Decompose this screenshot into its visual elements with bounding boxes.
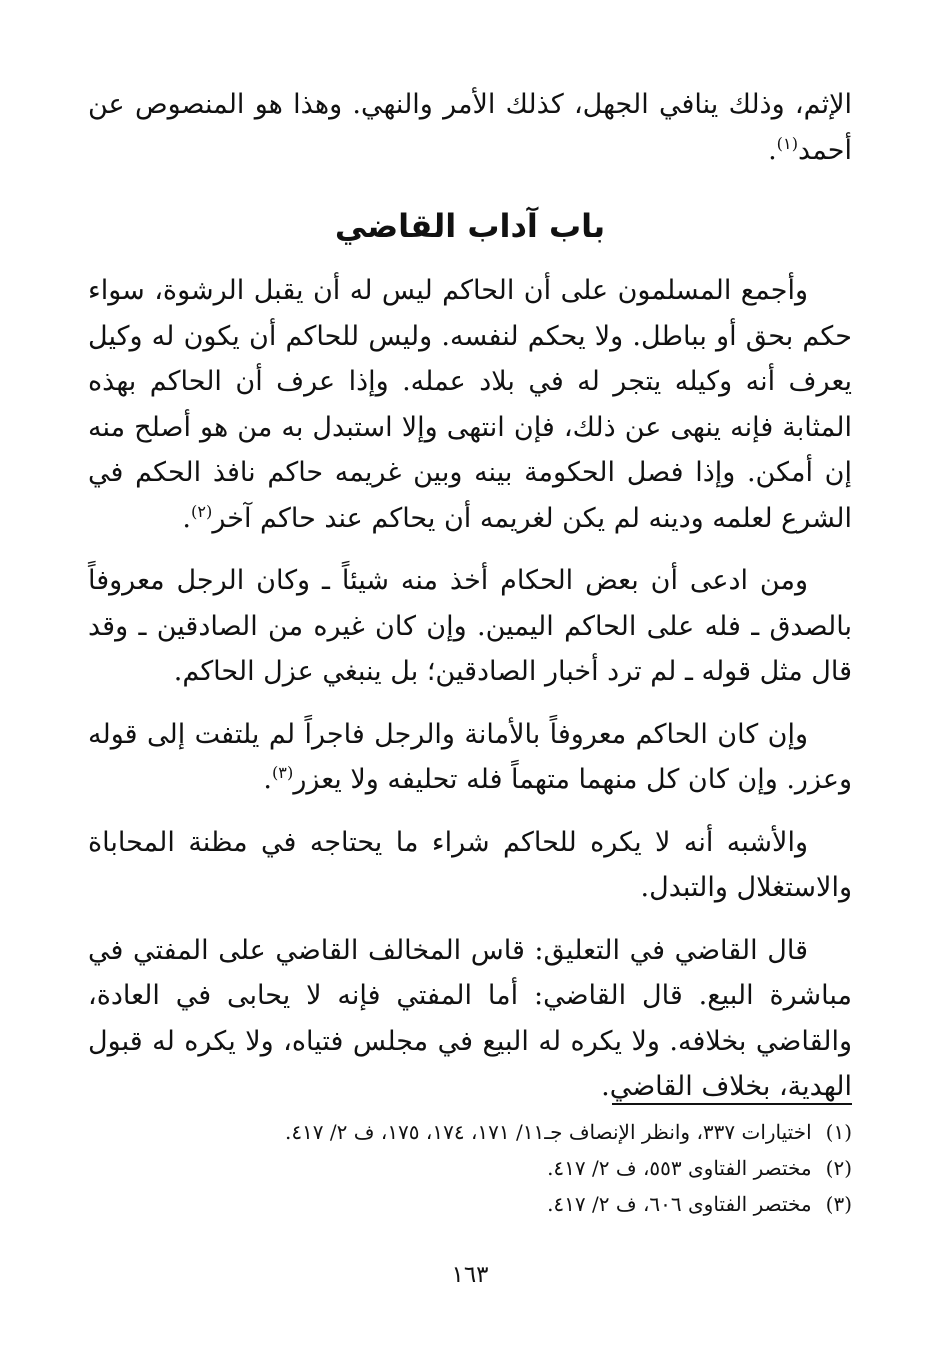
chapter-heading: باب آداب القاضي: [334, 207, 606, 245]
paragraph-text: الإثم، وذلك ينافي الجهل، كذلك الأمر والنهي. وهذا هو المنصوص عن أحمد: [88, 89, 852, 166]
paragraph: [88, 928, 852, 1110]
footnotes: [88, 1114, 852, 1222]
footnote-number: (١): [825, 1120, 852, 1144]
footnote-number: (٣): [825, 1192, 852, 1216]
paragraph: [88, 558, 852, 695]
continuation-paragraph: [88, 82, 852, 173]
paragraph-end: .: [182, 502, 191, 534]
footnote-ref: (١): [776, 133, 799, 153]
body-text: [88, 268, 852, 1127]
paragraph: [88, 268, 852, 541]
footnote-ref: (٣): [271, 763, 294, 782]
paragraph-text: والأشبه أنه لا يكره للحاكم شراء ما يحتاجه في مظنة المحاباة والاستغلال والتبدل.: [88, 826, 852, 903]
footnote-number: (٢): [825, 1156, 852, 1180]
paragraph-text: ومن ادعى أن بعض الحكام أخذ منه شيئاً ـ وكان الرجل معروفاً بالصدق ـ فله على الحاكم اليمين. وإن كان غيره من الصادقين ـ وقد قال مثل قوله ـ لم ترد أخبار الصادقين؛ بل ينبغي عزل الحاكم.: [88, 565, 852, 687]
paragraph-text: وإن كان الحاكم معروفاً بالأمانة والرجل فاجراً لم يلتفت إلى قوله وعزر. وإن كان كل منهما متهماً فله تحليفه ولا يعزر: [88, 718, 852, 795]
footnote-item: [88, 1114, 852, 1150]
footnote-ref: (٢): [191, 501, 213, 521]
page-number: ١٦٣: [451, 1262, 489, 1288]
paragraph-end: .: [768, 134, 777, 166]
paragraph: [88, 820, 852, 911]
paragraph-end: .: [263, 764, 272, 795]
paragraph: [88, 712, 852, 803]
paragraph-text: قال القاضي في التعليق: قاس المخالف القاضي على المفتي في مباشرة البيع. قال القاضي: أما المفتي فإنه لا يحابى في العادة، والقاضي بخلافه. ولا يكره له البيع في مجلس فتياه، ولا يكره له قبول الهدية، بخلاف القاضي.: [88, 934, 852, 1102]
footnote-text: مختصر الفتاوى ٥٥٣، ف ٢/ ٤١٧.: [547, 1156, 812, 1180]
footnote-item: [88, 1150, 852, 1186]
footnote-divider: [612, 1103, 852, 1105]
paragraph-text: وأجمع المسلمون على أن الحاكم ليس له أن يقبل الرشوة، سواء حكم بحق أو بباطل. ولا يحكم لنفسه. وليس للحاكم أن يكون له وكيل يعرف أنه وكيله يتجر له في بلاد عمله. وإذا عرف أن الحاكم بهذه المثابة فإنه ينهى عن ذلك، فإن انتهى وإلا استبدل به من هو أصلح منه إن أمكن. وإذا فصل الحكومة بينه وبين غريمه حاكم نافذ الحكم في الشرع لعلمه ودينه لم يكن لغريمه أن يحاكم عند حاكم آخر: [88, 275, 853, 534]
footnote-text: اختيارات ٣٣٧، وانظر الإنصاف جـ١١/ ١٧١، ١٧٤، ١٧٥، ف ٢/ ٤١٧.: [284, 1120, 812, 1144]
footnote-item: [88, 1186, 852, 1222]
footnote-text: مختصر الفتاوى ٦٠٦، ف ٢/ ٤١٧.: [547, 1192, 812, 1216]
